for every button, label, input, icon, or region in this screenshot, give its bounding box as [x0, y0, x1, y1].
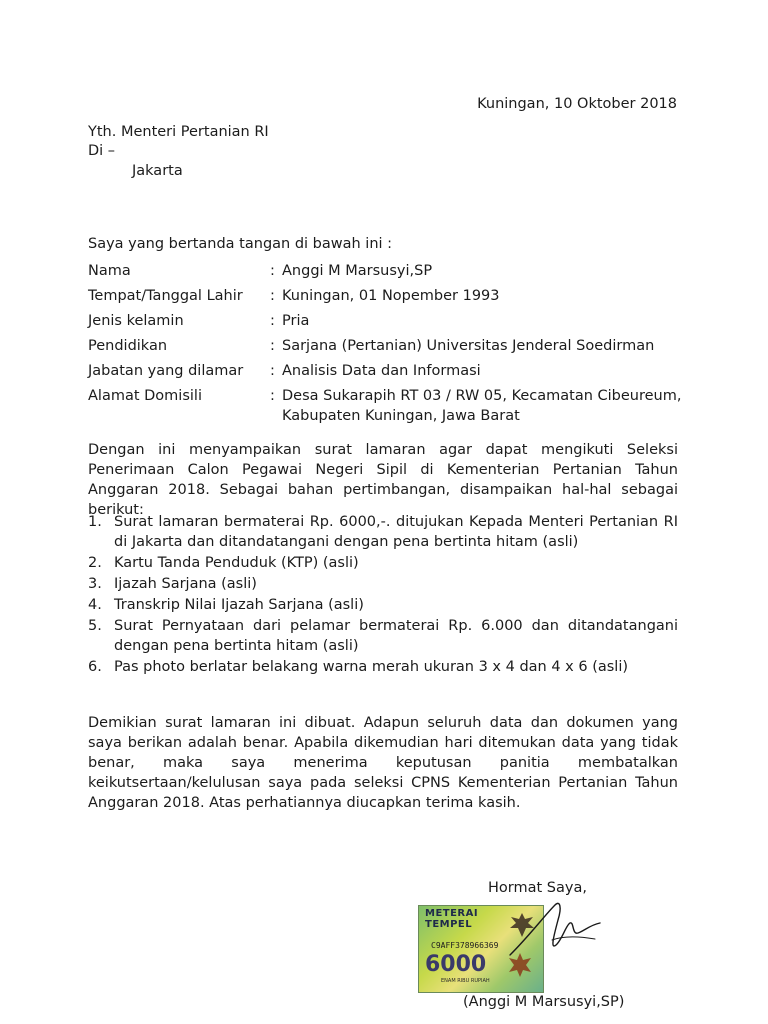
field-row-address [88, 386, 688, 426]
field-value: Analisis Data dan Informasi [282, 363, 481, 379]
field-label: Nama [88, 263, 131, 279]
field-label: Pendidikan [88, 338, 168, 354]
field-label: Jabatan yang dilamar [88, 363, 244, 379]
field-value: Kuningan, 01 Nopember 1993 [282, 288, 500, 304]
list-number: 4. [88, 597, 102, 613]
field-colon: : [270, 313, 275, 329]
recipient-line-2: Di – [88, 143, 116, 159]
field-label: Alamat Domisili [88, 388, 202, 404]
list-number: 5. [88, 618, 102, 634]
field-colon: : [270, 363, 275, 379]
stamp-title-line-1: METERAI [425, 908, 479, 919]
field-row-birth [88, 286, 688, 306]
field-label: Jenis kelamin [88, 313, 184, 329]
attachment-list [88, 512, 678, 678]
list-item-text: Surat Pernyataan dari pelamar bermaterai Rp. 6.000 dan ditandatangani dengan pena bertinta hitam (asli) [114, 618, 678, 654]
intro-sentence: Saya yang bertanda tangan di bawah ini : [88, 236, 393, 252]
field-label: Tempat/Tanggal Lahir [88, 288, 243, 304]
list-item-text: Transkrip Nilai Ijazah Sarjana (asli) [114, 597, 364, 613]
list-item [88, 574, 678, 594]
field-value: Pria [282, 313, 310, 329]
letter-date: Kuningan, 10 Oktober 2018 [477, 96, 677, 112]
list-item [88, 657, 678, 677]
list-item [88, 595, 678, 615]
list-number: 6. [88, 659, 102, 675]
signer-name: (Anggi M Marsusyi,SP) [463, 994, 625, 1010]
stamp-serial: C9AFF378966369 [431, 941, 499, 950]
field-value: Desa Sukarapih RT 03 / RW 05, Kecamatan Cibeureum, Kabupaten Kuningan, Jawa Barat [282, 388, 682, 424]
handwritten-signature-icon [500, 895, 620, 975]
list-item [88, 512, 678, 552]
field-row-position [88, 361, 688, 381]
stamp-title [425, 908, 478, 930]
applicant-details [88, 261, 688, 431]
field-colon: : [270, 388, 275, 404]
list-item-text: Surat lamaran bermaterai Rp. 6000,-. ditujukan Kepada Menteri Pertanian RI di Jakarta dan ditandatangani dengan pena bertinta hitam (asli) [114, 514, 678, 550]
body-paragraph-2: Demikian surat lamaran ini dibuat. Adapun seluruh data dan dokumen yang saya berikan adalah benar. Apabila dikemudian hari ditemukan data yang tidak benar, maka saya menerima keputusan panitia membatalkan keikutsertaan/kelulusan saya pada seleksi CPNS Kementerian Pertanian Tahun Anggaran 2018. Atas perhatiannya diucapkan terima kasih. [88, 715, 678, 811]
list-item-text: Ijazah Sarjana (asli) [114, 576, 257, 592]
recipient-line-1: Yth. Menteri Pertanian RI [88, 124, 269, 140]
stamp-title-line-2: TEMPEL [425, 919, 473, 930]
field-value: Anggi M Marsusyi,SP [282, 263, 433, 279]
recipient-city: Jakarta [132, 163, 183, 179]
list-item-text: Kartu Tanda Penduduk (KTP) (asli) [114, 555, 359, 571]
list-number: 3. [88, 576, 102, 592]
field-row-name [88, 261, 688, 281]
field-row-gender [88, 311, 688, 331]
list-item-text: Pas photo berlatar belakang warna merah ukuran 3 x 4 dan 4 x 6 (asli) [114, 659, 629, 675]
field-colon: : [270, 338, 275, 354]
field-colon: : [270, 288, 275, 304]
closing-salutation: Hormat Saya, [488, 880, 587, 896]
field-row-education [88, 336, 688, 356]
stamp-value: 6000 [425, 952, 487, 977]
stamp-subtext: ENAM RIBU RUPIAH [441, 978, 490, 984]
list-number: 2. [88, 555, 102, 571]
list-number: 1. [88, 514, 102, 530]
field-value: Sarjana (Pertanian) Universitas Jenderal Soedirman [282, 338, 655, 354]
body-paragraph-1: Dengan ini menyampaikan surat lamaran agar dapat mengikuti Seleksi Penerimaan Calon Pegawai Negeri Sipil di Kementerian Pertanian Tahun Anggaran 2018. Sebagai bahan pertimbangan, disampaikan hal-hal sebagai berikut: [88, 442, 678, 518]
list-item [88, 616, 678, 656]
field-colon: : [270, 263, 275, 279]
list-item [88, 553, 678, 573]
